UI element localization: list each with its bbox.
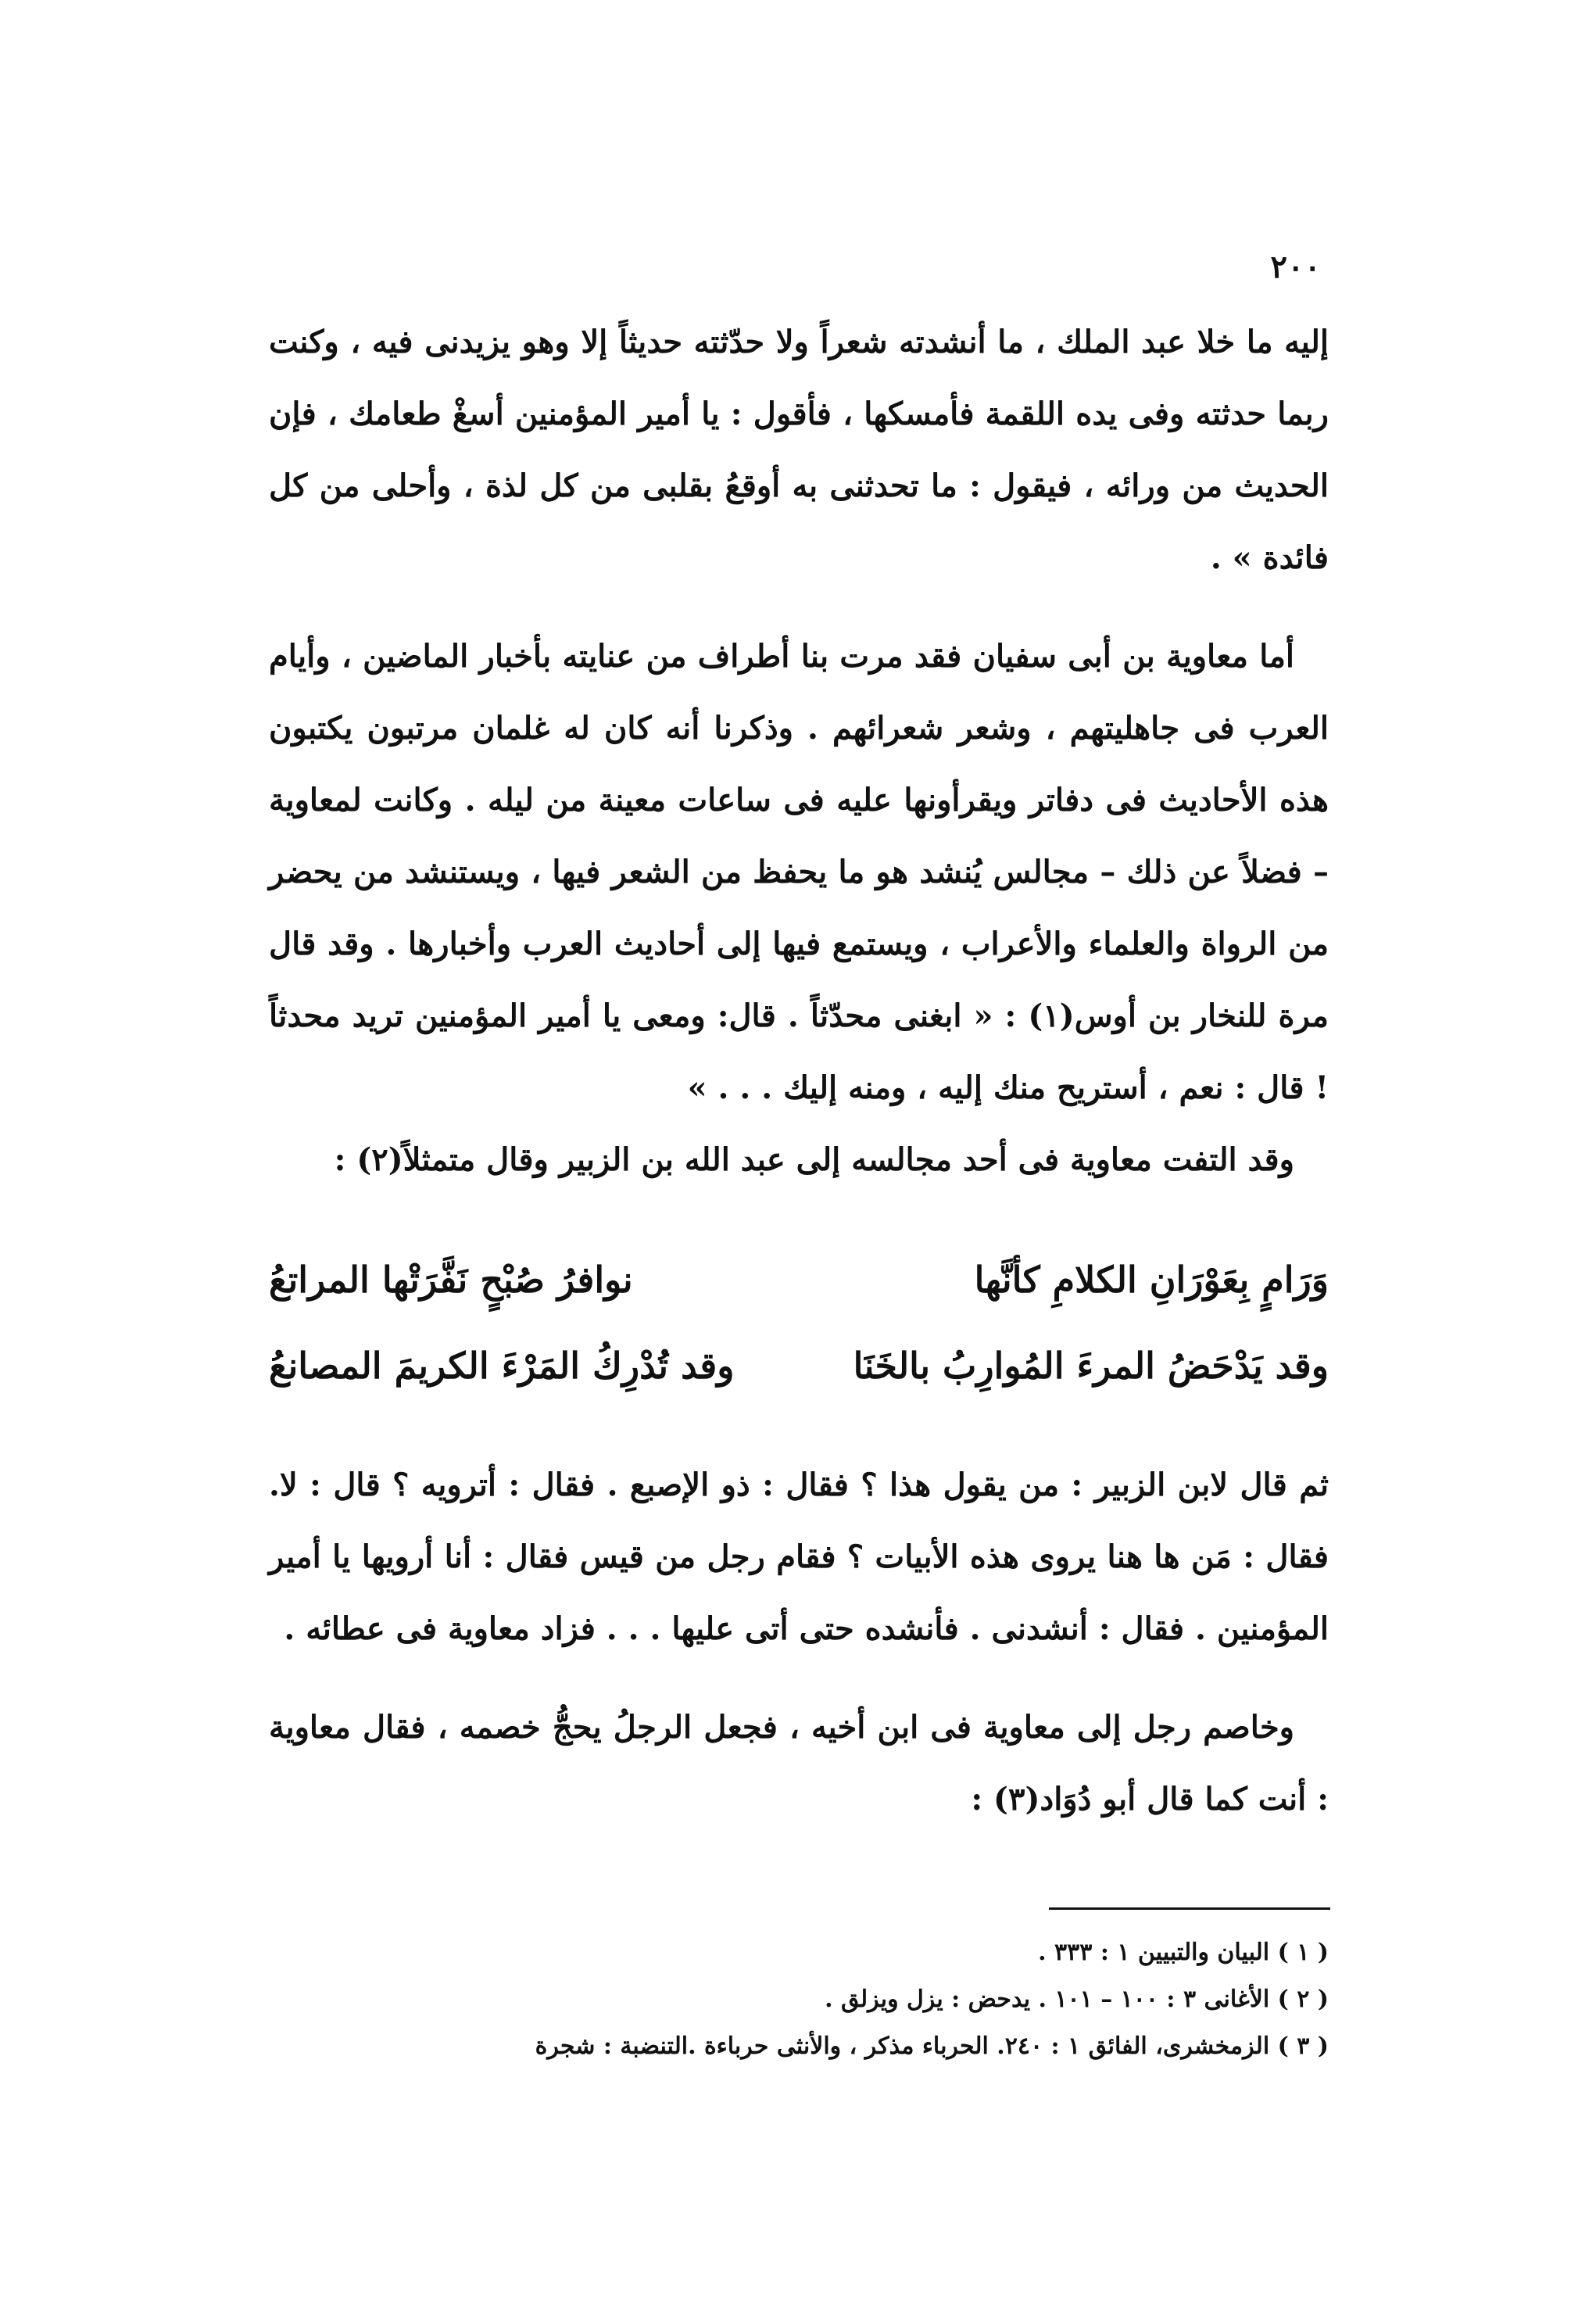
footnotes — [269, 1929, 1329, 2070]
paragraph-5: وخاصم رجل إلى معاوية فى ابن أخيه ، فجعل الرجلُ يحجُّ خصمه ، فقال معاوية : أنت كما قال أبو دُوَاد(٣) : — [269, 1709, 1329, 1818]
footnote-1: ( ١ ) البيان والتبيين ١ : ٣٣٣ . — [1038, 1939, 1329, 1966]
paragraph-4: ثم قال لابن الزبير : من يقول هذا ؟ فقال : ذو الإصبع . فقال : أترويه ؟ قال : لا. فقال : مَن ها هنا يروى هذه الأبيات ؟ فقام رجل من قيس فقال : أنا أرويها يا أمير المؤمنين . فقال : أنشدنى . فأنشده حتى أتى عليها . . . فزاد معاوية فى عطائه . — [269, 1467, 1329, 1647]
verse-1-second-hemistich: نوافرُ صُبْحٍ نَفَّرَتْها المراتعُ — [269, 1259, 633, 1301]
footnote-3: ( ٣ ) الزمخشرى، الفائق ١ : ٢٤٠. الحرباء مذكر ، والأنثى حرباءة .التنضبة : شجرة — [535, 2033, 1329, 2060]
footnote-separator — [1049, 1907, 1330, 1910]
verse-1 — [269, 1237, 1329, 1323]
paragraph-2: أما معاوية بن أبى سفيان فقد مرت بنا أطراف من عنايته بأخبار الماضين ، وأيام العرب فى جاهليتهم ، وشعر شعرائهم . وذكرنا أنه كان له غلمان مرتبون يكتبون هذه الأحاديث فى دفاتر ويقرأونها عليه فى ساعات معينة من ليله . وكانت لمعاوية – فضلاً عن ذلك – مجالس يُنشد هو ما يحفظ من الشعر فيها ، ويستنشد من يحضر من الرواة والعلماء والأعراب ، ويستمع فيها إلى أحاديث العرب وأخبارها . وقد قال مرة للنخار بن أوس(١) : « ابغنى محدّثاً . قال: ومعى يا أمير المؤمنين تريد محدثاً ! قال : نعم ، أستريح منك إليه ، ومنه إليك . . . » — [269, 638, 1329, 1106]
verse-2-second-hemistich: وقد تُدْرِكُ المَرْءَ الكريمَ المصانعُ — [269, 1345, 735, 1387]
paragraph-3: وقد التفت معاوية فى أحد مجالسه إلى عبد الله بن الزبير وقال متمثلاً(٢) : — [334, 1141, 1294, 1178]
verse-2-first-hemistich: وقد يَدْحَضُ المرءَ المُوارِبُ بالخَنَا — [853, 1345, 1329, 1387]
poem — [269, 1237, 1329, 1409]
paragraph-1: إليه ما خلا عبد الملك ، ما أنشدته شعراً ولا حدّثته حديثاً إلا وهو يزيدنى فيه ، وكنت ربما حدثته وفى يده اللقمة فأمسكها ، فأقول : يا أمير المؤمنين أسغْ طعامك ، فإن الحديث من ورائه ، فيقول : ما تحدثنى به أوقعُ بقلبى من كل لذة ، وأحلى من كل فائدة » . — [269, 324, 1329, 576]
verse-1-first-hemistich: وَرَامٍ بِعَوْرَانِ الكلامِ كأنَّها — [974, 1259, 1329, 1301]
footnote-2: ( ٢ ) الأغانى ٣ : ١٠٠ – ١٠١ . يدحض : يزل ويزلق . — [825, 1986, 1329, 2013]
verse-2 — [269, 1323, 1329, 1409]
page-number: ٢٠٠ — [1270, 249, 1321, 285]
main-text — [269, 306, 1329, 1836]
